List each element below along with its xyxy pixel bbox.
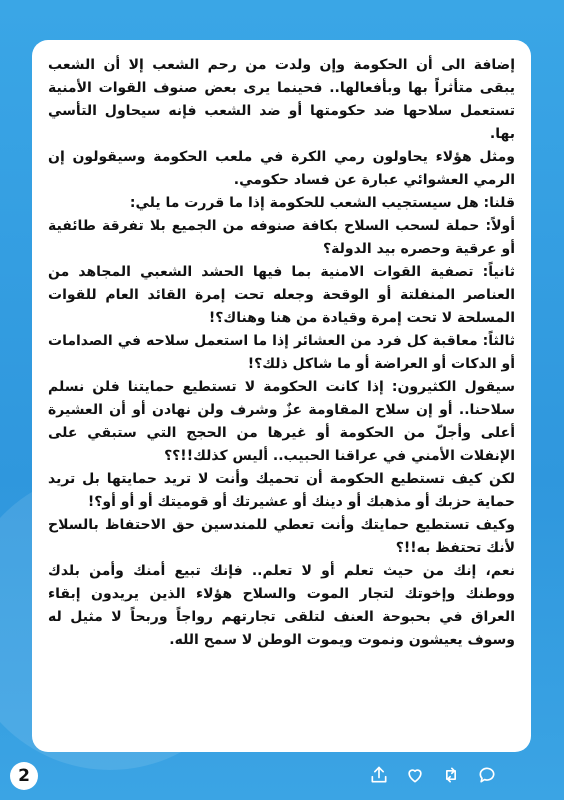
post-card: [32, 40, 531, 752]
share-icon[interactable]: [368, 764, 390, 786]
reply-icon[interactable]: [476, 764, 498, 786]
paragraph: نعم، إنك من حيث تعلم أو لا تعلم.. فإنك تبيع أمنك وأمن بلدك ووطنك وإخوتك لتجار الموت والسلاح هؤلاء الذين يريدون إبقاء العراق في بحبوحة العنف لتلقى تجارتهم رواجاً وربحاً لا مثيل له وسوف يعيشون ونموت ويموت الوطن لا سمح الله.: [48, 563, 515, 648]
action-bar: [368, 764, 498, 786]
paragraph: ومثل هؤلاء يحاولون رمي الكرة في ملعب الحكومة وسيقولون إن الرمي العشوائي عبارة عن فساد حكومي.: [48, 149, 515, 188]
page-number: 2: [10, 762, 38, 790]
paragraph: وكيف تستطيع حمايتك وأنت تعطي للمندسين حق الاحتفاظ بالسلاح لأنك تحتفظ به!!؟: [48, 517, 515, 556]
paragraph: سيقول الكثيرون: إذا كانت الحكومة لا تستطيع حمايتنا فلن نسلم سلاحنا.. أو إن سلاح المقاومة عزٌ وشرف ولن نهادن أو أن العشيرة أعلى وأجلّ من الحكومة أو غيرها من الحجج التي ستبقي على الإنفلات الأمني في عراقنا الحبيب.. أليس كذلك!!؟؟: [48, 379, 515, 464]
paragraph: أولاً: حملة لسحب السلاح بكافة صنوفه من الجميع بلا تفرقة طائفية أو عرقية وحصره بيد الدولة؟: [48, 218, 515, 257]
paragraph: قلنا: هل سيستجيب الشعب للحكومة إذا ما قررت ما يلي:: [129, 195, 515, 211]
paragraph: لكن كيف تستطيع الحكومة أن تحميك وأنت لا تريد حمايتها بل تريد حماية حزبك أو مذهبك أو دينك أو عشيرتك أو قوميتك أو أو أو؟!: [48, 471, 515, 510]
paragraph: ثانياً: تصفية القوات الامنية بما فيها الحشد الشعبي المجاهد من العناصر المنفلتة أو الوقحة وجعله تحت إمرة القائد العام للقوات المسلحة لا تحت إمرة وقيادة من هنا وهناك؟!: [48, 264, 515, 326]
post-body: [48, 54, 515, 652]
paragraph: ثالثاً: معاقبة كل فرد من العشائر إذا ما استعمل سلاحه في الصدامات أو الدكات أو العراضة أو ما شاكل ذلك؟!: [48, 333, 515, 372]
paragraph: إضافة الى أن الحكومة وإن ولدت من رحم الشعب إلا أن الشعب يبقى متأثراً بها وبأفعالها.. فحينما يرى بعض صنوف القوات الأمنية تستعمل سلاحها ضد حكومتها أو ضد الشعب فإنه سيحاول التأسي بها.: [48, 57, 515, 142]
retweet-icon[interactable]: [440, 764, 462, 786]
like-icon[interactable]: [404, 764, 426, 786]
